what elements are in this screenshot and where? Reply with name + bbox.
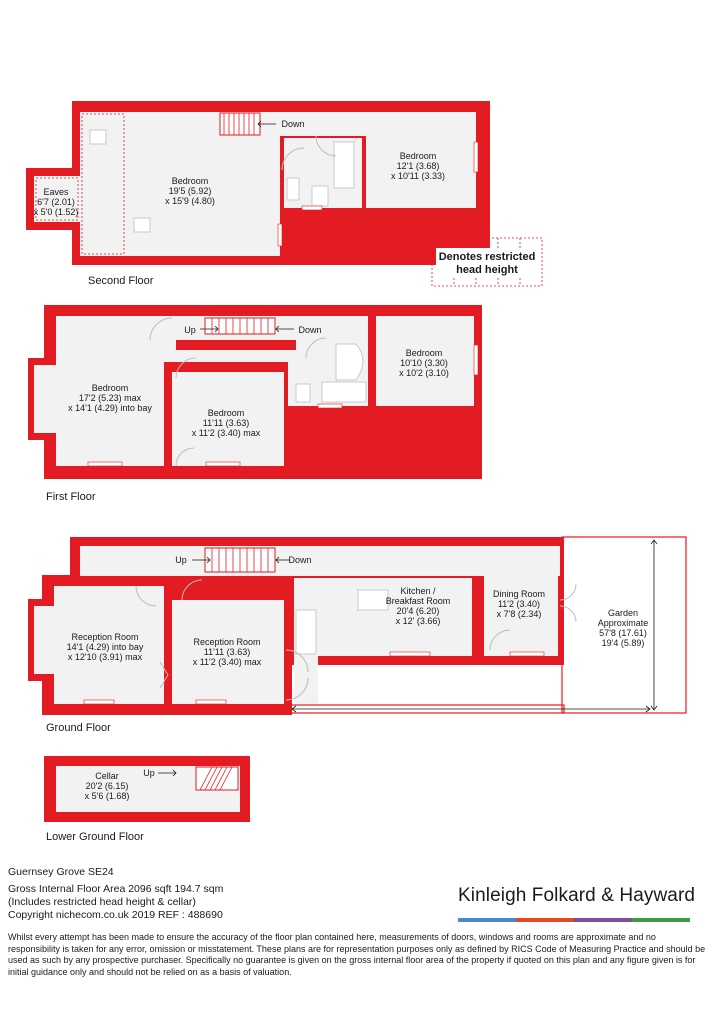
lg-cellar-dim2: x 5'6 (1.68) (84, 791, 130, 801)
ff-bedroom-left-name: Bedroom (91, 383, 129, 393)
sf-stairs-down-label: Down (281, 119, 305, 129)
brand-bar-blue (458, 918, 516, 922)
gf-reception-left-name: Reception Room (71, 632, 139, 642)
gf-reception-left-dim1: 14'1 (4.29) into bay (66, 642, 144, 652)
ground-floor-label: Ground Floor (46, 722, 111, 734)
brand-logo-text: Kinleigh Folkard & Hayward (458, 885, 696, 906)
ff-bedroom-left-dim2: x 14'1 (4.29) into bay (68, 403, 152, 413)
ff-bedroom-right-dim1: 10'10 (3.30) (400, 358, 448, 368)
gf-reception-mid-dim1: 11'11 (3.63) (203, 647, 251, 657)
gf-dining-name: Dining Room (492, 589, 546, 599)
gf-kitchen-dim2: x 12' (3.66) (395, 616, 441, 626)
gf-kitchen-name2: Breakfast Room (385, 596, 451, 606)
ff-bedroom-right-name: Bedroom (405, 348, 443, 358)
gf-dining-dim1: 11'2 (3.40) (497, 599, 541, 609)
ff-bedroom-mid-name: Bedroom (207, 408, 245, 418)
brand-bar-orange (516, 918, 574, 922)
lg-cellar-name: Cellar (95, 771, 119, 781)
sf-eaves-dim1: 6'7 (2.01) (37, 197, 75, 207)
sf-bedroom-right-dim1: 12'1 (3.68) (396, 161, 440, 171)
ff-bedroom-left-dim1: 17'2 (5.23) max (78, 393, 142, 403)
address-text: Guernsey Grove SE24 (8, 866, 114, 878)
gf-kitchen-dim1: 20'4 (6.20) (396, 606, 440, 616)
copyright-text: Copyright nichecom.co.uk 2019 REF : 488690 (8, 909, 223, 921)
gf-reception-left-dim2: x 12'10 (3.91) max (67, 652, 143, 662)
lg-cellar-dim1: 20'2 (6.15) (85, 781, 129, 791)
gf-reception-mid-name: Reception Room (193, 637, 261, 647)
ff-stairs-down-label: Down (298, 325, 322, 335)
gf-reception-mid-dim2: x 11'2 (3.40) max (192, 657, 262, 667)
includes-text: (Includes restricted head height & cellar) (8, 896, 196, 908)
sf-bedroom-right-name: Bedroom (399, 151, 437, 161)
gf-garden-dim2: 19'4 (5.89) (601, 638, 645, 648)
sf-eaves-dim2: x 5'0 (1.52) (33, 207, 79, 217)
legend-line2: head height (456, 264, 518, 276)
brand-bar-purple (574, 918, 632, 922)
floor-area-text: Gross Internal Floor Area 2096 sqft 194.7 sqm (8, 883, 224, 895)
ground-floor-stairs (192, 548, 290, 572)
ff-bedroom-mid-dim2: x 11'2 (3.40) max (191, 428, 261, 438)
gf-kitchen-name: Kitchen / (400, 586, 436, 596)
lower-ground-floor-label: Lower Ground Floor (46, 831, 144, 843)
gf-garden-name2: Approximate (597, 618, 649, 628)
lg-stairs-up-label: Up (143, 768, 155, 778)
sf-bedroom-left-dim2: x 15'9 (4.80) (165, 196, 215, 206)
gf-stairs-down-label: Down (288, 555, 312, 565)
sf-bedroom-left-dim1: 19'5 (5.92) (168, 186, 212, 196)
first-floor-plan (28, 305, 482, 503)
ff-bedroom-right-dim2: x 10'2 (3.10) (399, 368, 449, 378)
brand-bar-green (632, 918, 690, 922)
second-floor-plan (26, 101, 490, 287)
gf-garden-name: Garden (607, 608, 639, 618)
legend-line1: Denotes restricted (438, 251, 536, 263)
sf-bedroom-left-name: Bedroom (171, 176, 209, 186)
gf-stairs-up-label: Up (175, 555, 187, 565)
lower-ground-floor-plan (44, 756, 250, 843)
disclaimer-text: Whilst every attempt has been made to ensure the accuracy of the floor plan contained here, measurements of doors, windows and rooms are approximate and no responsibility is taken for any error, omission or misstatement. These plans are for representation purposes only as defined by RICS Code of Measuring Practice and should be used as such by any prospective purchaser. Specifically no guarantee is given on the gross internal floor area of the property if quoted on this plan and any figure given is for initial guidance only and should not be relied on as a basis of valuation. (8, 932, 706, 977)
sf-eaves-name: Eaves (43, 187, 69, 197)
ground-floor-plan (28, 537, 686, 734)
gf-garden-dim1: 57'8 (17.61) (599, 628, 647, 638)
first-floor-label: First Floor (46, 491, 96, 503)
ff-bedroom-mid-dim1: 11'11 (3.63) (202, 418, 250, 428)
ff-stairs-up-label: Up (184, 325, 196, 335)
gf-dining-dim2: x 7'8 (2.34) (496, 609, 542, 619)
sf-bedroom-right-dim2: x 10'11 (3.33) (390, 171, 446, 181)
second-floor-label: Second Floor (88, 275, 154, 287)
